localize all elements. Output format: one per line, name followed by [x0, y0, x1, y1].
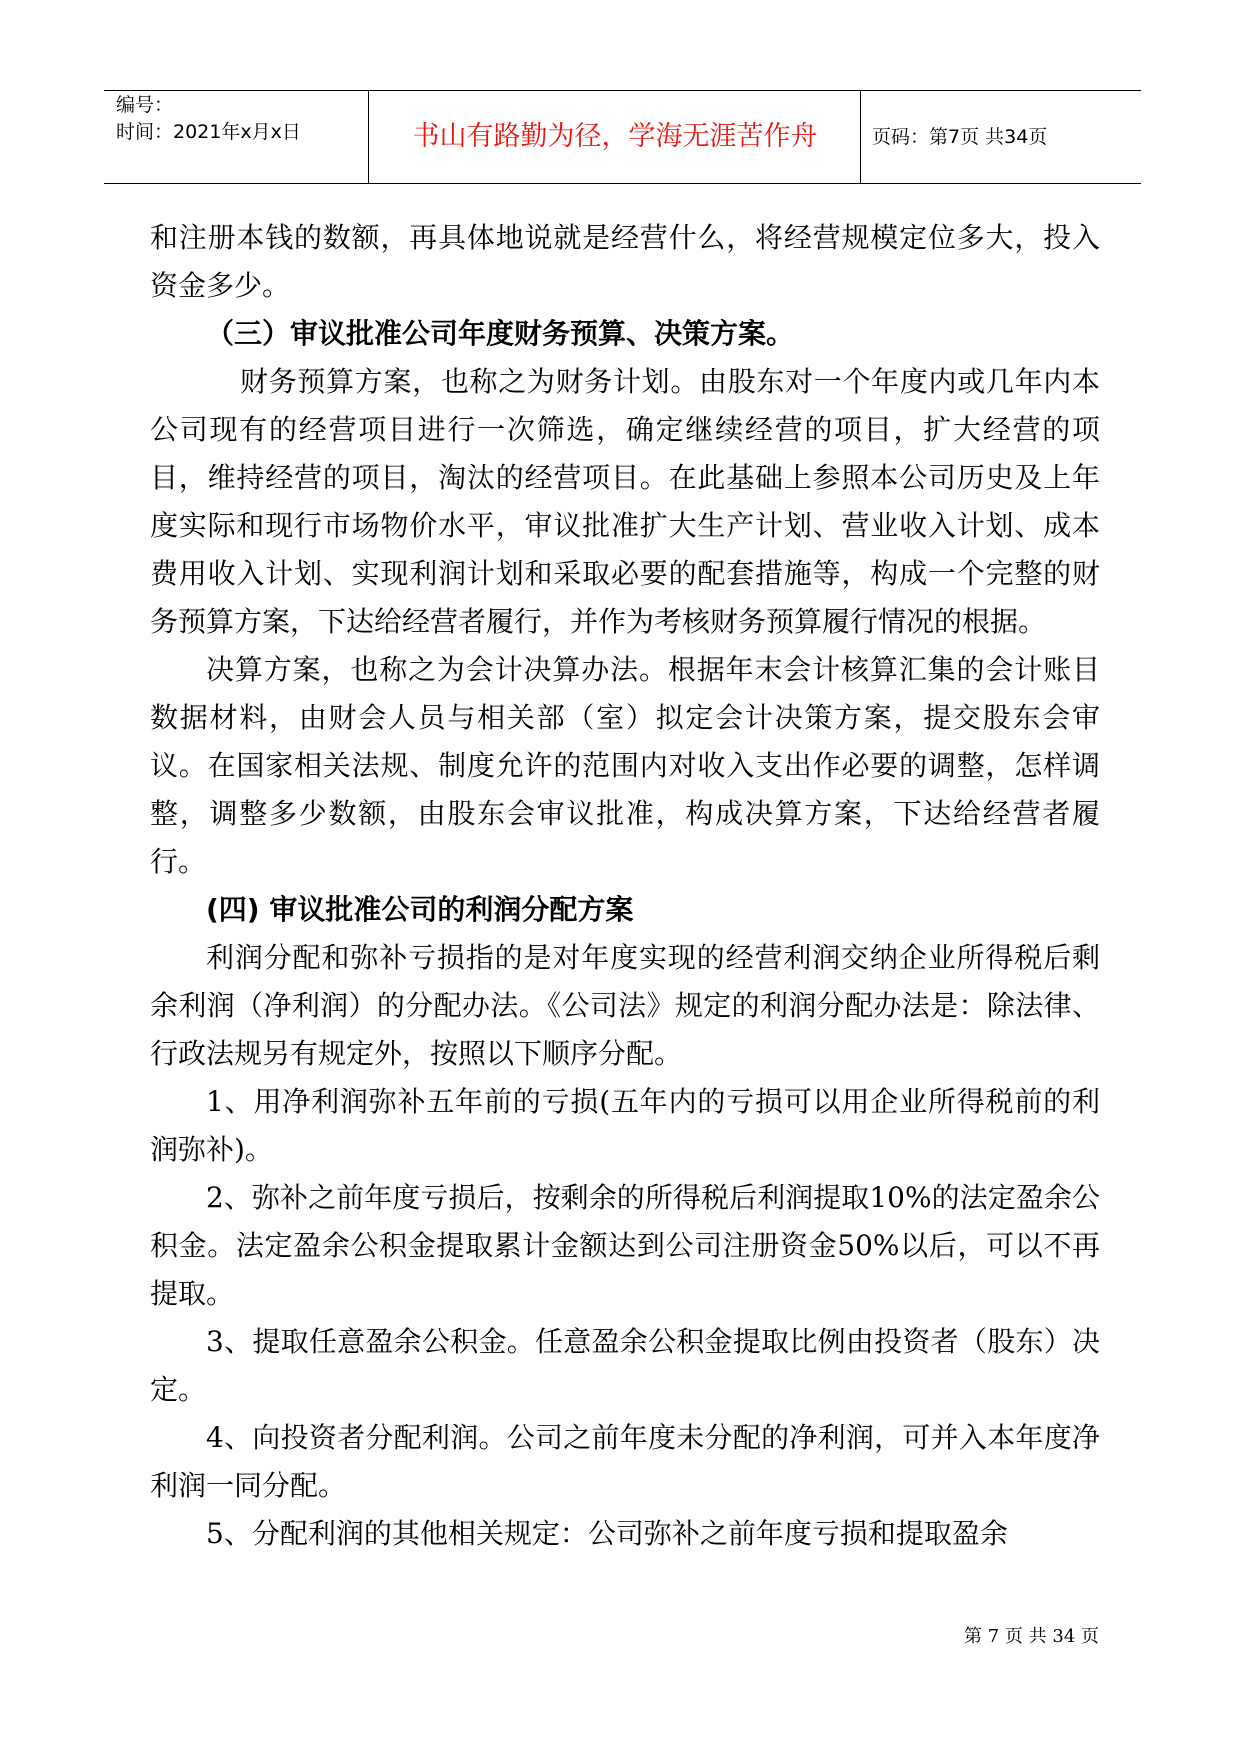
number-label: 编号： — [116, 94, 174, 116]
section-heading: (四) 审议批准公司的利润分配方案 — [206, 893, 634, 926]
paragraph: 财务预算方案，也称之为财务计划。由股东对一个年度内或几年内本公司现有的经营项目进行一次筛选，确定继续经营的项目，扩大经营的项目，维持经营的项目，淘汰的经营项目。在此基础上参照本公司历史及上年度实际和现行市场物价水平，审议批准扩大生产计划、营业收入计划、成本费用收入计划、实现利润计划和采取必要的配套措施等，构成一个完整的财务预算方案，下达给经营者履行，并作为考核财务预算履行情况的根据。 — [150, 365, 1100, 638]
list-item: 3、提取任意盈余公积金。任意盈余公积金提取比例由投资者（股东）决定。 — [150, 1325, 1100, 1406]
paragraph: 利润分配和弥补亏损指的是对年度实现的经营利润交纳企业所得税后剩余利润（净利润）的分配办法。《公司法》规定的利润分配办法是：除法律、行政法规另有规定外，按照以下顺序分配。 — [150, 941, 1100, 1070]
page-footer: 第 7 页 共 34 页 — [964, 1626, 1099, 1647]
list-item: 5、分配利润的其他相关规定：公司弥补之前年度亏损和提取盈余 — [206, 1517, 1008, 1550]
header-divider — [860, 91, 861, 183]
header-page-info: 页码：第7页 共34页 — [872, 126, 1048, 148]
header-meta — [116, 91, 366, 183]
section-heading: （三）审议批准公司年度财务预算、决策方案。 — [206, 317, 795, 350]
list-item: 2、弥补之前年度亏损后，按剩余的所得税后利润提取10%的法定盈余公积金。法定盈余公积金提取累计金额达到公司注册资金50%以后，可以不再提取。 — [150, 1181, 1100, 1310]
header-divider — [368, 91, 369, 183]
list-item: 4、向投资者分配利润。公司之前年度未分配的净利润，可并入本年度净利润一同分配。 — [150, 1421, 1100, 1502]
document-body — [150, 214, 1100, 1558]
paragraph: 和注册本钱的数额，再具体地说就是经营什么，将经营规模定位多大，投入资金多少。 — [150, 221, 1100, 302]
time-label: 时间：2021年x月x日 — [116, 121, 301, 143]
paragraph: 决算方案，也称之为会计决算办法。根据年末会计核算汇集的会计账目数据材料，由财会人员与相关部（室）拟定会计决策方案，提交股东会审议。在国家相关法规、制度允许的范围内对收入支出作必要的调整，怎样调整，调整多少数额，由股东会审议批准，构成决算方案，下达给经营者履行。 — [150, 653, 1100, 878]
header-motto: 书山有路勤为径，学海无涯苦作舟 — [412, 121, 818, 152]
list-item: 1、用净利润弥补五年前的亏损(五年内的亏损可以用企业所得税前的利润弥补)。 — [150, 1085, 1100, 1166]
page-header — [104, 90, 1141, 184]
